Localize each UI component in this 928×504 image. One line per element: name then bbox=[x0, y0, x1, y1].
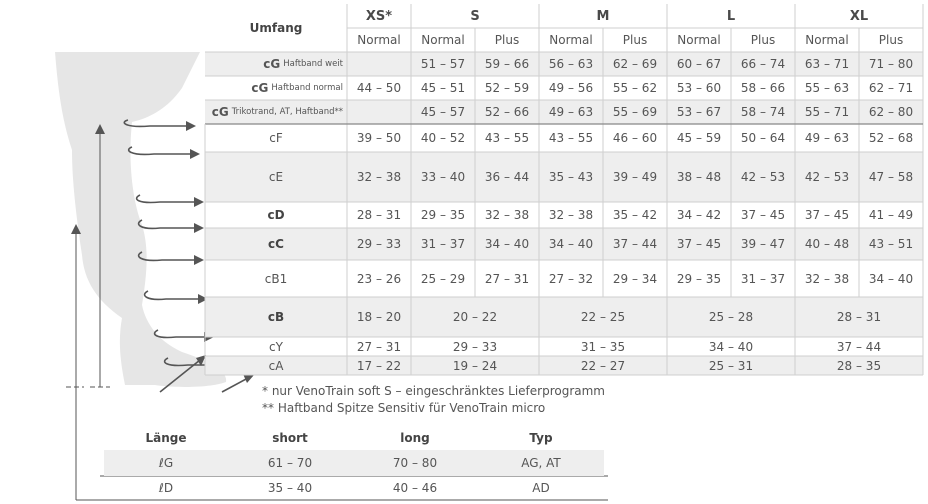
table-cell: 40 – 52 bbox=[420, 131, 466, 145]
table-cell: 62 – 69 bbox=[612, 57, 658, 71]
row-label: cA bbox=[268, 358, 284, 373]
table-cell: 39 – 47 bbox=[740, 237, 786, 251]
table-cell: 28 – 31 bbox=[356, 208, 402, 222]
table-cell: 29 – 35 bbox=[676, 271, 722, 286]
table-cell: 20 – 22 bbox=[452, 310, 498, 324]
table-cell: 36 – 44 bbox=[484, 170, 530, 184]
table-cell: 25 – 31 bbox=[708, 358, 754, 373]
table-cell: 37 – 44 bbox=[836, 339, 882, 354]
table-cell: 51 – 57 bbox=[420, 57, 466, 71]
table-cell bbox=[347, 52, 411, 76]
table-cell: 37 – 45 bbox=[740, 208, 786, 222]
table-cell: 39 – 50 bbox=[356, 131, 402, 145]
table-cell: 22 – 25 bbox=[580, 310, 626, 324]
table-cell: 34 – 40 bbox=[708, 339, 754, 354]
table-cell: 34 – 40 bbox=[484, 237, 530, 251]
table-cell: 27 – 31 bbox=[356, 339, 402, 354]
table-cell: 49 – 63 bbox=[804, 131, 850, 145]
table-cell: 37 – 45 bbox=[676, 237, 722, 251]
table-cell: 34 – 40 bbox=[868, 271, 914, 286]
table-cell: 62 – 71 bbox=[868, 81, 914, 95]
subcol-header: Normal bbox=[357, 33, 401, 47]
table-cell: 46 – 60 bbox=[612, 131, 658, 145]
subcol-header: Normal bbox=[805, 33, 849, 47]
table-cell: 50 – 64 bbox=[740, 131, 786, 145]
table-cell: 35 – 42 bbox=[612, 208, 658, 222]
row-label: cB1 bbox=[264, 271, 288, 286]
table-cell: 34 – 40 bbox=[548, 237, 594, 251]
table-cell: 18 – 20 bbox=[356, 310, 402, 324]
table-cell: 43 – 55 bbox=[484, 131, 530, 145]
table-cell: 28 – 35 bbox=[836, 358, 882, 373]
subcol-header: Plus bbox=[750, 33, 776, 47]
table-cell: 38 – 48 bbox=[676, 170, 722, 184]
table-cell: 45 – 57 bbox=[420, 105, 466, 119]
table-cell: 56 – 63 bbox=[548, 57, 594, 71]
row-label: cY bbox=[269, 339, 283, 354]
length-row-label: ℓG bbox=[158, 456, 174, 470]
table-cell: 32 – 38 bbox=[804, 271, 850, 286]
table-cell: 35 – 43 bbox=[548, 170, 594, 184]
table-cell: 28 – 31 bbox=[836, 310, 882, 324]
row-label-main: cG bbox=[263, 57, 281, 71]
subcol-header: Normal bbox=[421, 33, 465, 47]
size-header-l: L bbox=[726, 8, 736, 24]
table-cell: 25 – 28 bbox=[708, 310, 754, 324]
table-cell: 43 – 51 bbox=[868, 237, 914, 251]
subcol-header: Plus bbox=[494, 33, 520, 47]
table-cell: 23 – 26 bbox=[356, 271, 402, 286]
table-cell: 17 – 22 bbox=[356, 358, 402, 373]
table-cell: 45 – 59 bbox=[676, 131, 722, 145]
table-cell: 59 – 66 bbox=[484, 57, 530, 71]
length-cell: AG, AT bbox=[521, 456, 561, 470]
subcol-header: Plus bbox=[622, 33, 648, 47]
row-label bbox=[205, 52, 347, 76]
row-label-main: cG bbox=[251, 81, 269, 95]
length-cell: 40 – 46 bbox=[392, 481, 438, 495]
table-cell: 29 – 35 bbox=[420, 208, 466, 222]
size-header-xs: XS* bbox=[365, 8, 393, 24]
size-header-xl: XL bbox=[849, 8, 869, 24]
length-cell: 61 – 70 bbox=[267, 456, 313, 470]
row-label: cF bbox=[269, 131, 283, 145]
table-cell: 71 – 80 bbox=[868, 57, 914, 71]
footnote-haftband: ** Haftband Spitze Sensitiv für VenoTrain micro bbox=[262, 401, 546, 415]
table-cell: 58 – 74 bbox=[740, 105, 786, 119]
table-cell: 29 – 33 bbox=[452, 339, 498, 354]
table-cell: 37 – 45 bbox=[804, 208, 850, 222]
table-cell: 62 – 80 bbox=[868, 105, 914, 119]
length-row-label: ℓD bbox=[158, 481, 174, 495]
table-cell: 25 – 29 bbox=[420, 271, 466, 286]
table-cell: 31 – 37 bbox=[740, 271, 786, 286]
table-cell: 33 – 40 bbox=[420, 170, 466, 184]
table-cell: 60 – 67 bbox=[676, 57, 722, 71]
table-cell: 42 – 53 bbox=[804, 170, 850, 184]
table-cell: 45 – 51 bbox=[420, 81, 466, 95]
row-label-sub: Haftband weit bbox=[283, 58, 343, 69]
table-cell: 52 – 59 bbox=[484, 81, 530, 95]
size-header-m: M bbox=[596, 8, 610, 24]
length-cell: 70 – 80 bbox=[392, 456, 438, 470]
subcol-header: Normal bbox=[677, 33, 721, 47]
table-cell: 29 – 34 bbox=[612, 271, 658, 286]
table-cell: 49 – 63 bbox=[548, 105, 594, 119]
table-cell: 32 – 38 bbox=[548, 208, 594, 222]
table-cell: 27 – 32 bbox=[548, 271, 594, 286]
table-cell: 42 – 53 bbox=[740, 170, 786, 184]
length-header: Typ bbox=[529, 431, 553, 445]
table-cell: 40 – 48 bbox=[804, 237, 850, 251]
length-header: Länge bbox=[145, 431, 187, 445]
table-cell: 43 – 55 bbox=[548, 131, 594, 145]
row-label: cC bbox=[268, 237, 284, 251]
length-header: short bbox=[272, 431, 308, 445]
table-cell: 58 – 66 bbox=[740, 81, 786, 95]
table-cell: 41 – 49 bbox=[868, 208, 914, 222]
table-cell: 55 – 62 bbox=[612, 81, 658, 95]
row-label: cE bbox=[268, 170, 284, 184]
table-cell: 53 – 67 bbox=[676, 105, 722, 119]
length-header: long bbox=[400, 431, 430, 445]
size-header-s: S bbox=[470, 8, 480, 24]
table-cell: 32 – 38 bbox=[484, 208, 530, 222]
table-cell: 34 – 42 bbox=[676, 208, 722, 222]
table-cell: 63 – 71 bbox=[804, 57, 850, 71]
table-cell: 49 – 56 bbox=[548, 81, 594, 95]
row-label: cB bbox=[267, 310, 285, 324]
row-label: cD bbox=[267, 208, 285, 222]
table-cell: 31 – 37 bbox=[420, 237, 466, 251]
table-cell: 37 – 44 bbox=[612, 237, 658, 251]
subcol-header: Plus bbox=[878, 33, 904, 47]
table-cell: 22 – 27 bbox=[580, 358, 626, 373]
footnote-xs: * nur VenoTrain soft S – eingeschränktes Lieferprogramm bbox=[262, 384, 605, 398]
table-cell: 31 – 35 bbox=[580, 339, 626, 354]
row-label bbox=[205, 100, 347, 124]
table-cell: 39 – 49 bbox=[612, 170, 658, 184]
row-label-sub: Haftband normal bbox=[271, 82, 343, 93]
table-cell: 19 – 24 bbox=[452, 358, 498, 373]
table-cell: 47 – 58 bbox=[868, 170, 914, 184]
table-cell: 32 – 38 bbox=[356, 170, 402, 184]
table-cell: 52 – 66 bbox=[484, 105, 530, 119]
table-cell: 44 – 50 bbox=[356, 81, 402, 95]
row-label bbox=[205, 76, 347, 100]
table-cell: 29 – 33 bbox=[356, 237, 402, 251]
table-cell bbox=[347, 100, 411, 124]
length-cell: 35 – 40 bbox=[267, 481, 313, 495]
table-cell: 52 – 68 bbox=[868, 131, 914, 145]
table-cell: 55 – 69 bbox=[612, 105, 658, 119]
row-label-main: cG bbox=[211, 105, 229, 119]
table-cell: 55 – 71 bbox=[804, 105, 850, 119]
row-label-sub: Trikotrand, AT, Haftband** bbox=[231, 106, 343, 117]
subcol-header: Normal bbox=[549, 33, 593, 47]
table-cell: 53 – 60 bbox=[676, 81, 722, 95]
table-cell: 27 – 31 bbox=[484, 271, 530, 286]
table-cell: 55 – 63 bbox=[804, 81, 850, 95]
length-cell: AD bbox=[532, 481, 550, 495]
table-cell: 66 – 74 bbox=[740, 57, 786, 71]
corner-label: Umfang bbox=[249, 21, 303, 35]
